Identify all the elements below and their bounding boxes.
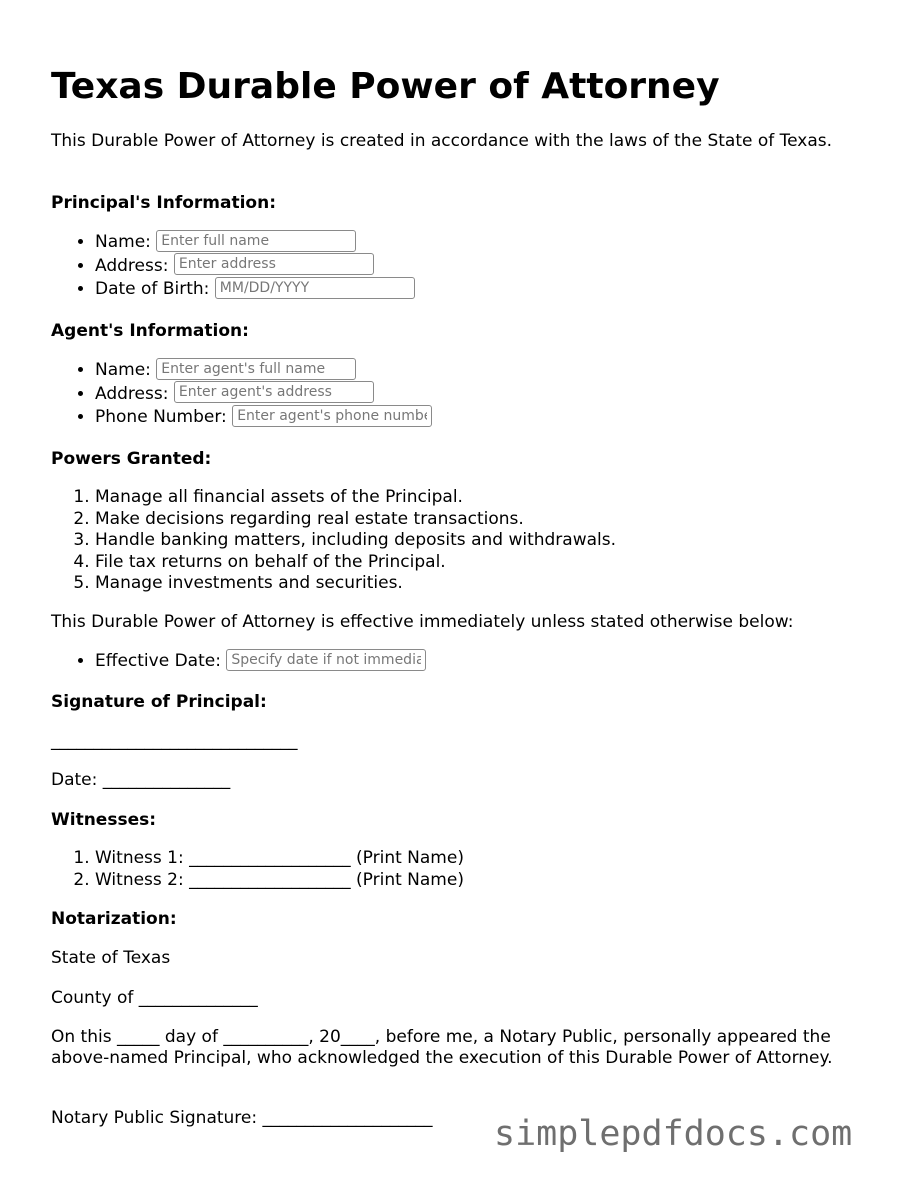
witnesses-heading: Witnesses: (51, 810, 157, 830)
field-label: Date of Birth: (95, 279, 210, 299)
power-item: 2. Make decisions regarding real estate transactions. (95, 509, 616, 531)
notary-state: State of Texas (51, 948, 171, 968)
power-item: 4. File tax returns on behalf of the Principal. (95, 552, 616, 574)
field-label: Name: (95, 232, 151, 252)
field-label: Phone Number: (95, 407, 227, 427)
effective-date-item (95, 650, 426, 674)
agent-heading: Agent's Information: (51, 321, 249, 341)
power-item: 1. Manage all financial assets of the Principal. (95, 487, 616, 509)
agent-address-input[interactable] (174, 381, 374, 403)
powers-list (51, 487, 616, 595)
effective-statement: This Durable Power of Attorney is effective immediately unless stated otherwise below: (51, 612, 794, 632)
principal-address-item (95, 255, 415, 279)
principal-name-input[interactable] (156, 230, 356, 252)
field-label: Address: (95, 255, 169, 276)
principal-fields (51, 231, 415, 302)
notary-signature: Notary Public Signature: ____________________ (51, 1108, 433, 1128)
principal-heading: Principal's Information: (51, 193, 276, 213)
signature-date: Date: _______________ (51, 770, 231, 790)
field-label: Address: (95, 383, 169, 404)
notarization-heading: Notarization: (51, 909, 177, 929)
power-item: 3. Handle banking matters, including deposits and withdrawals. (95, 530, 616, 552)
page-title: Texas Durable Power of Attorney (51, 66, 720, 107)
effective-fields (51, 650, 426, 674)
agent-name-input[interactable] (156, 358, 356, 380)
signature-heading: Signature of Principal: (51, 692, 267, 712)
agent-fields (51, 359, 432, 430)
agent-name-item (95, 359, 432, 383)
effective-date-input[interactable] (226, 649, 426, 671)
notary-county: County of ______________ (51, 988, 258, 1008)
field-label: Name: (95, 360, 151, 380)
principal-dob-input[interactable] (215, 277, 415, 299)
principal-dob-item (95, 278, 415, 302)
intro-paragraph: This Durable Power of Attorney is created in accordance with the laws of the State of Texas. (51, 131, 833, 151)
field-label: Effective Date: (95, 651, 221, 671)
principal-name-item (95, 231, 415, 255)
agent-phone-item (95, 406, 432, 430)
witness-item: 1. Witness 1: ___________________ (Print Name) (95, 848, 464, 870)
witnesses-list (51, 848, 464, 891)
principal-address-input[interactable] (174, 253, 374, 275)
witness-item: 2. Witness 2: ___________________ (Print Name) (95, 870, 464, 892)
agent-phone-input[interactable] (232, 405, 432, 427)
signature-line: _____________________________ (51, 731, 298, 751)
powers-heading: Powers Granted: (51, 449, 212, 469)
power-item: 5. Manage investments and securities. (95, 573, 616, 595)
agent-address-item (95, 383, 432, 407)
watermark-text: simplepdfdocs.com (494, 1114, 853, 1154)
notary-statement: On this _____ day of __________, 20____, before me, a Notary Public, personally appeared the above-named Principal, who acknowledged the execution of this Durable Power of Attorney. (51, 1027, 833, 1068)
